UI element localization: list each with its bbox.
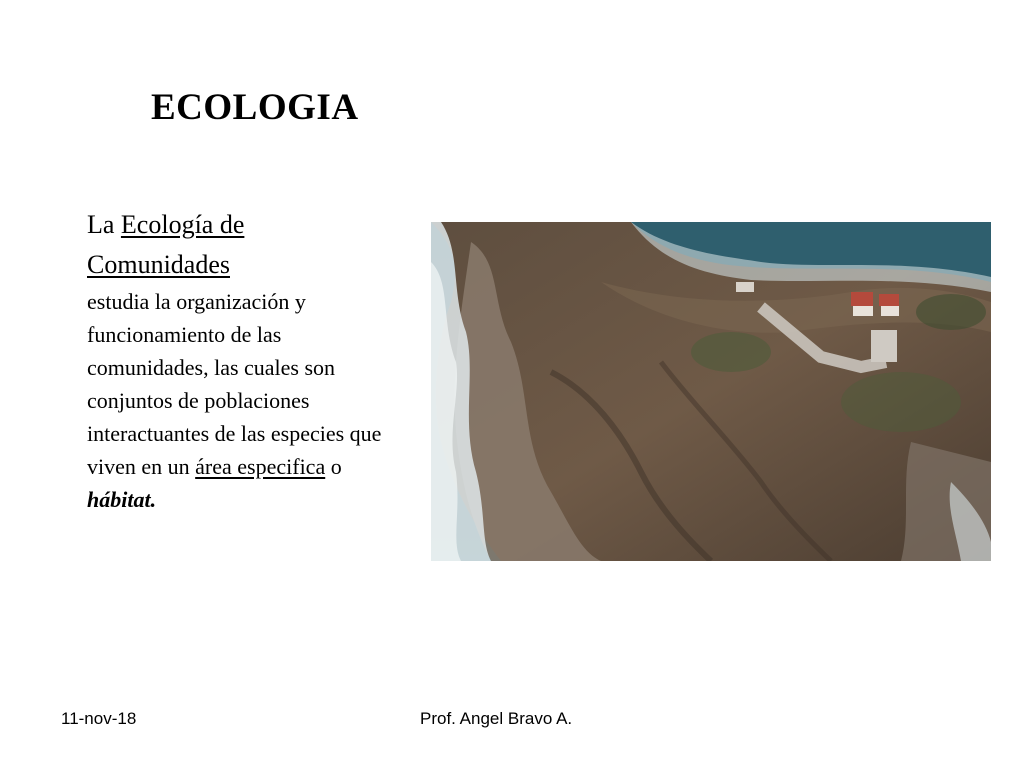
ecologia-link[interactable]: Ecología de xyxy=(120,210,245,239)
coastal-aerial-photo xyxy=(431,222,991,561)
slide-paragraph xyxy=(87,205,387,516)
paragraph-rest: estudia la organización y funcionamiento de las comunidades, las cuales son conjuntos de poblaciones interactuantes de las especies que viven en un xyxy=(87,289,382,479)
comunidades-link[interactable]: Comunidades xyxy=(87,250,230,279)
paragraph-connector: o xyxy=(325,454,342,479)
slide-title: ECOLOGIA xyxy=(151,87,359,128)
habitat-term: hábitat. xyxy=(87,487,157,512)
footer-date: 11-nov-18 xyxy=(61,709,137,728)
area-especifica-link[interactable]: área especifica xyxy=(195,454,326,479)
paragraph-lead xyxy=(87,205,387,285)
photo-illustration xyxy=(431,222,991,561)
lead-prefix: La xyxy=(87,210,121,239)
footer-author: Prof. Angel Bravo A. xyxy=(420,709,573,728)
